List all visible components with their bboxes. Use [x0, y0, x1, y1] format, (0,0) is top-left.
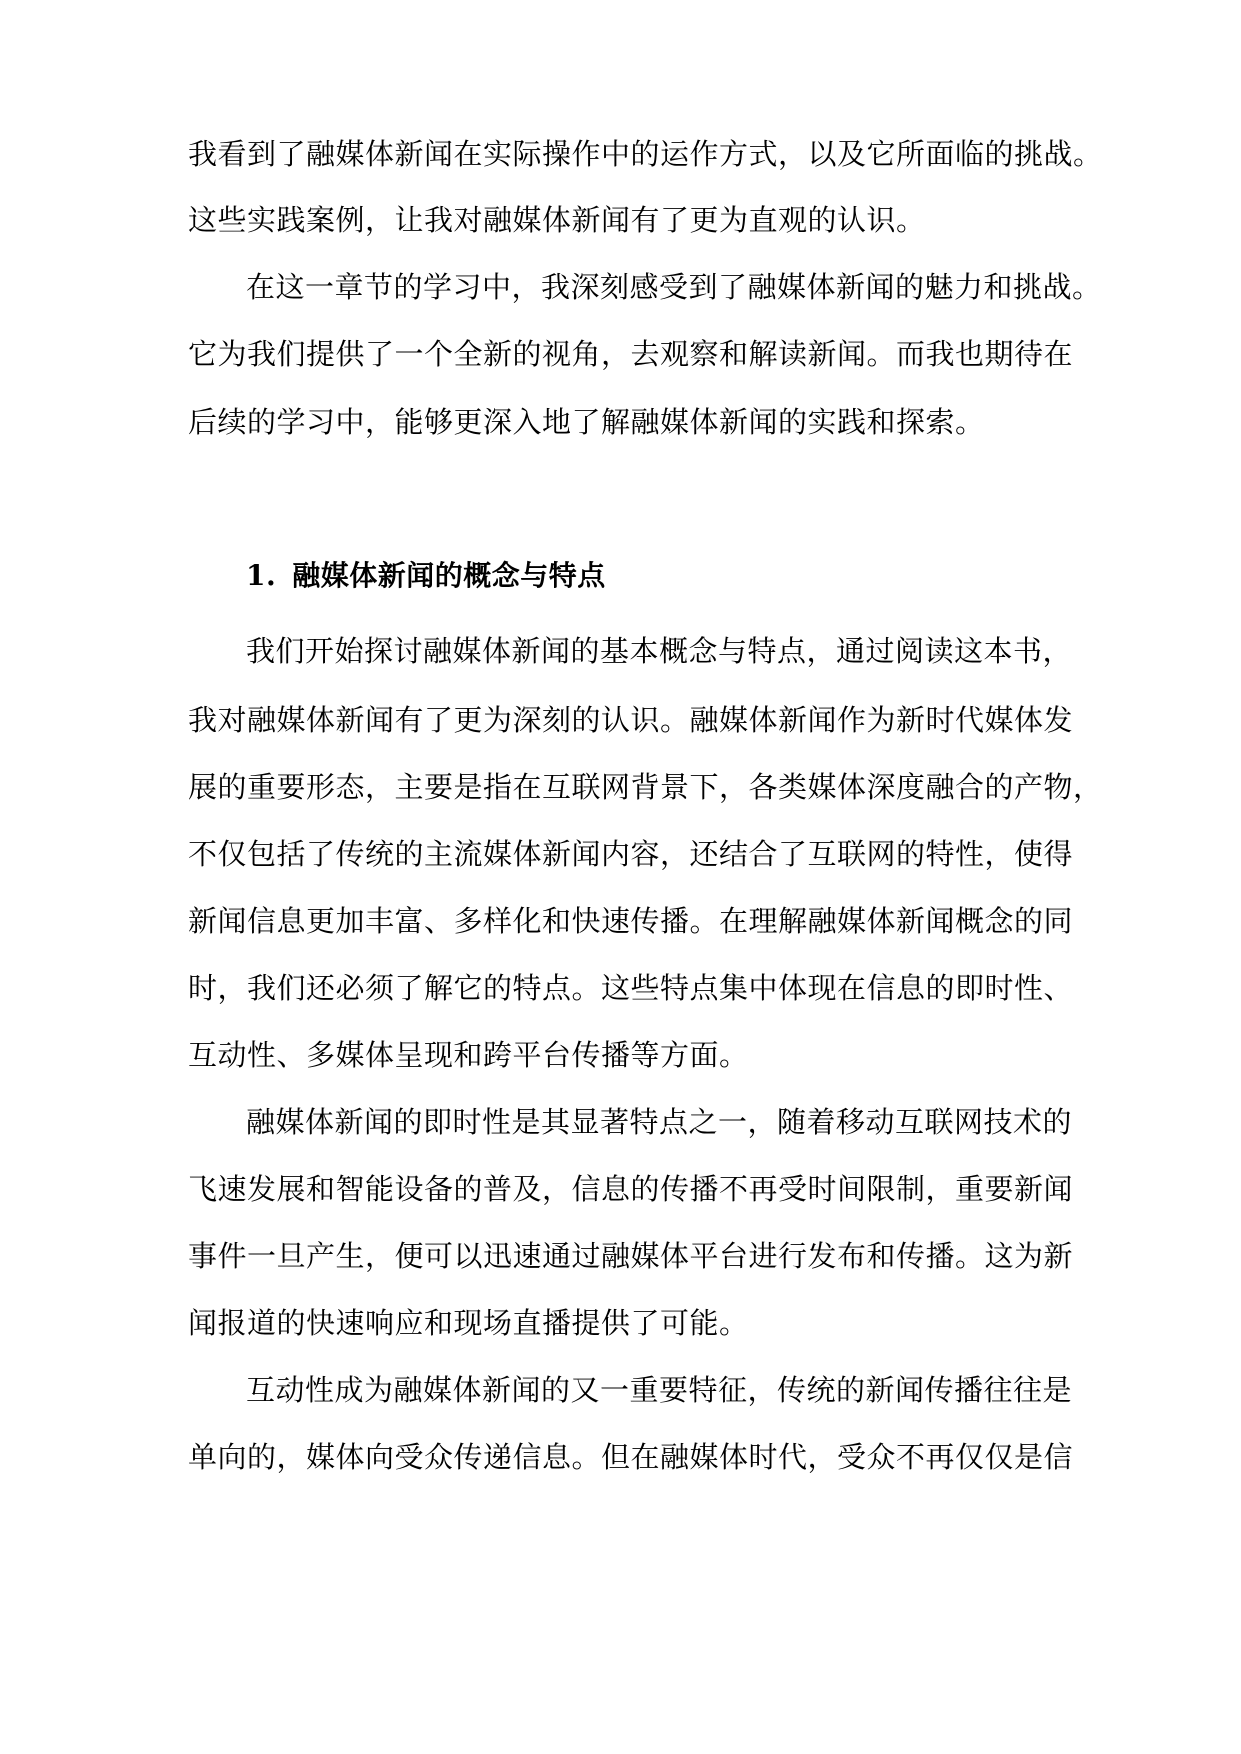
paragraph-2-line-3: 后续的学习中，能够更深入地了解融媒体新闻的实践和探索。 [188, 405, 985, 439]
paragraph-2-line-1: 在这一章节的学习中，我深刻感受到了融媒体新闻的魅力和挑战。 [246, 270, 1102, 304]
paragraph-3-line-1: 我们开始探讨融媒体新闻的基本概念与特点，通过阅读这本书， [246, 634, 1073, 668]
paragraph-3-line-3: 展的重要形态，主要是指在互联网背景下，各类媒体深度融合的产物， [188, 770, 1103, 804]
paragraph-1-line-1: 我看到了融媒体新闻在实际操作中的运作方式，以及它所面临的挑战。 [188, 137, 1103, 171]
paragraph-3-line-2: 我对融媒体新闻有了更为深刻的认识。融媒体新闻作为新时代媒体发 [188, 703, 1074, 737]
section-number: 1. [246, 559, 277, 592]
paragraph-1-line-2: 这些实践案例，让我对融媒体新闻有了更为直观的认识。 [188, 203, 926, 237]
paragraph-3-line-5: 新闻信息更加丰富、多样化和快速传播。在理解融媒体新闻概念的同 [188, 904, 1074, 938]
paragraph-3-line-6: 时，我们还必须了解它的特点。这些特点集中体现在信息的即时性、 [188, 971, 1074, 1005]
paragraph-3-line-7: 互动性、多媒体呈现和跨平台传播等方面。 [188, 1038, 749, 1072]
paragraph-4-line-2: 飞速发展和智能设备的普及，信息的传播不再受时间限制，重要新闻 [188, 1172, 1074, 1206]
paragraph-2-line-2: 它为我们提供了一个全新的视角，去观察和解读新闻。而我也期待在 [188, 337, 1074, 371]
section-heading [246, 556, 606, 596]
paragraph-3-line-4: 不仅包括了传统的主流媒体新闻内容，还结合了互联网的特性，使得 [188, 837, 1074, 871]
paragraph-5-line-2: 单向的，媒体向受众传递信息。但在融媒体时代，受众不再仅仅是信 [188, 1440, 1074, 1474]
paragraph-4-line-1: 融媒体新闻的即时性是其显著特点之一，随着移动互联网技术的 [246, 1105, 1073, 1139]
paragraph-4-line-4: 闻报道的快速响应和现场直播提供了可能。 [188, 1306, 749, 1340]
paragraph-4-line-3: 事件一旦产生，便可以迅速通过融媒体平台进行发布和传播。这为新 [188, 1239, 1074, 1273]
section-title: 融媒体新闻的概念与特点 [292, 559, 606, 592]
paragraph-5-line-1: 互动性成为融媒体新闻的又一重要特征，传统的新闻传播往往是 [246, 1373, 1073, 1407]
